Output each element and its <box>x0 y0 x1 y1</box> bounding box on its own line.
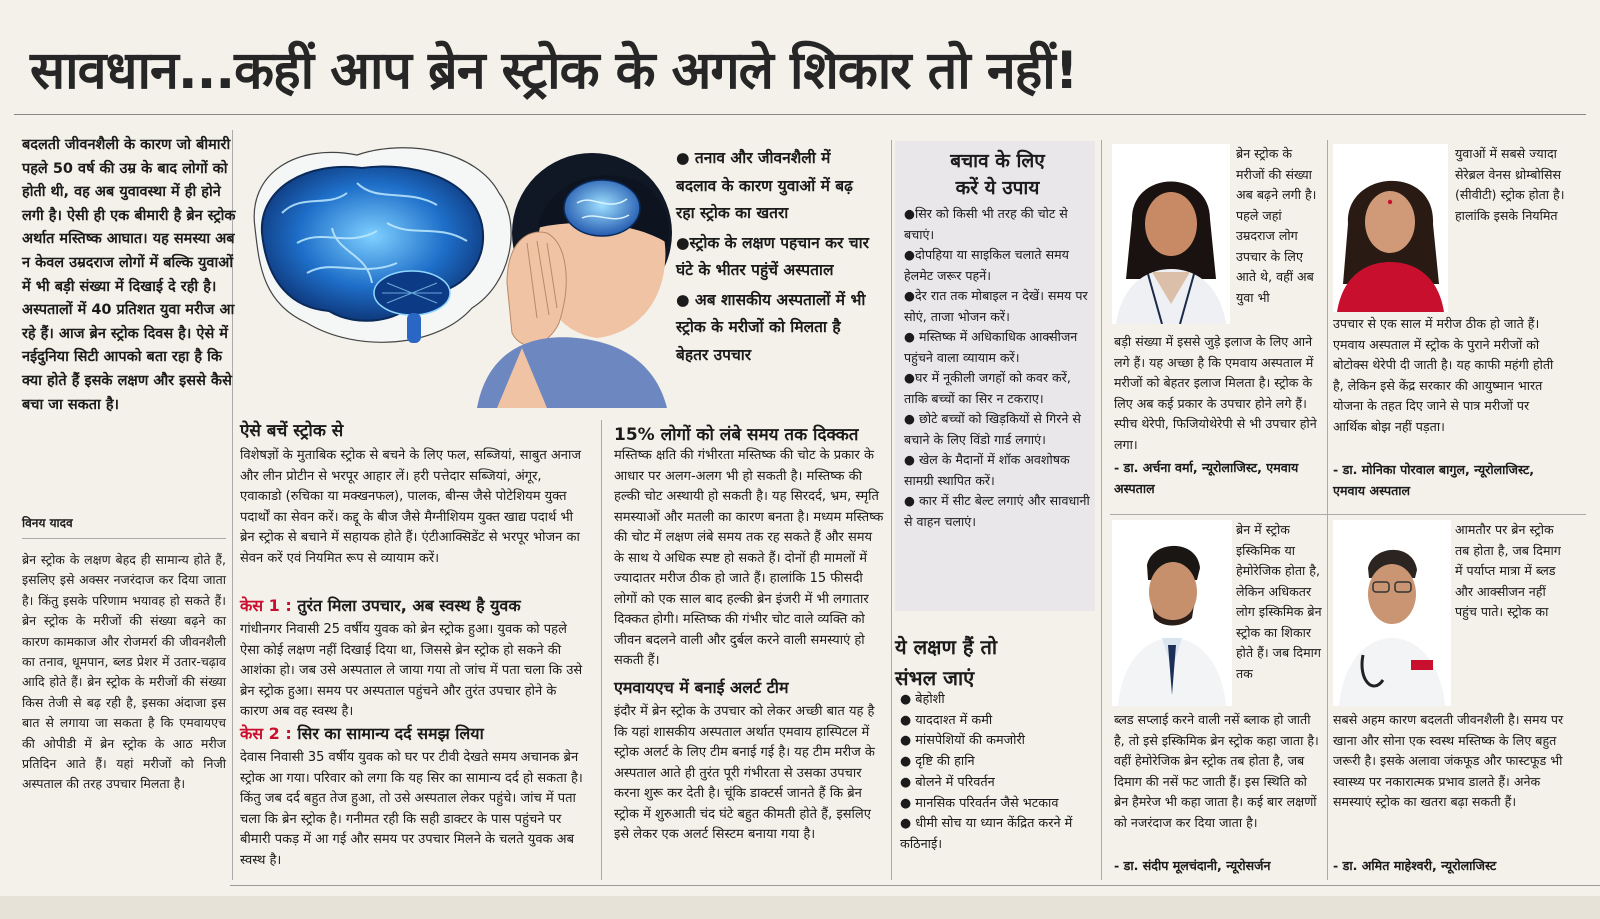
column-divider <box>891 140 892 880</box>
prevention-item: ● कार में सीट बेल्ट लगाएं और सावधानी से वाहन चलाएं। <box>904 493 1090 529</box>
case-heading <box>240 722 484 744</box>
case-body: गांधीनगर निवासी 25 वर्षीय युवक को ब्रेन स्ट्रोक हुआ। युवक को पहले ऐसा कोई लक्षण नहीं दिखाई दिया था, जिससे ब्रेन स्ट्रोक हो सकने की आशंका हो। जब उसे अस्पताल ले जाया गया तो जांच में पता चला कि उसे ब्रेन स्ट्रोक हुआ। समय पर अस्पताल पहुंचने और तुरंत उपचार होने के कारण अब वह स्वस्थ है। <box>240 622 583 719</box>
section-heading: एमवायएच में बनाई अलर्ट टीम <box>614 678 789 697</box>
symptoms-title-line: ये लक्षण हैं तो <box>895 635 998 659</box>
prevention-item: ●घर में नूकीली जगहों को कवर करें, ताकि बच्चों का सिर न टकराए। <box>904 370 1071 406</box>
section-body: विशेषज्ञों के मुताबिक स्ट्रोक से बचने के लिए फल, सब्जियां, साबुत अनाज और लीन प्रोटीन से भरपूर आहार लें। हरी पत्तेदार सब्जियां, अंगूर, एवाकाडो (रुचिका या मक्खनफल), पालक, बीन्स जैसे पोटेशियम युक्त पदार्थों का सेवन करें। कद्दू के बीज जैसे मैग्नीशियम युक्त खाद्य पदार्थ भी ब्रेन स्ट्रोक से बचाने में सहायक होते हैं। एंटीआक्सिडेंट से भरपूर भोजन का सेवन करें एवं नियमित रूप से व्यायाम करें। <box>240 448 582 566</box>
prevention-item: ●देर रात तक मोबाइल न देखें। समय पर सोएं, ताजा भोजन करें। <box>904 288 1088 324</box>
section-heading: 15% लोगों को लंबे समय तक दिक्कत <box>614 425 859 445</box>
symptom-item: ● बोलने में परिवर्तन <box>900 774 995 790</box>
doctor-signature: - डा. संदीप मूलचंदानी, न्यूरोसर्जन <box>1114 858 1271 873</box>
doctor-signature: - डा. मोनिका पोरवाल बागुल, न्यूरोलाजिस्ट, एमवाय अस्पताल <box>1333 462 1535 498</box>
doctor-quote-side: युवाओं में सबसे ज्यादा सेरेब्रल वेनस थ्रोम्बोसिस (सीवीटी) स्ट्रोक होता है। हालांकि इसके नियमित <box>1455 146 1565 223</box>
symptom-item: ● दृष्टि की हानि <box>900 754 975 770</box>
symptoms-title-line: संभल जाएं <box>895 666 975 690</box>
highlight-bullet: ● तनाव और जीवनशैली में बदलाव के कारण युवाओं में बढ़ रहा स्ट्रोक का खतरा <box>676 149 853 222</box>
highlight-bullets <box>676 145 871 371</box>
doctor-quote-side: ब्रेन स्ट्रोक के मरीजों की संख्या अब बढ़ने लगी है। पहले जहां उम्रदराज लोग उपचार के लिए आते थे, वहीं अब युवा भी <box>1236 146 1317 305</box>
symptom-item: ● धीमी सोच या ध्यान केंद्रित करने में कठिनाई। <box>900 816 1073 852</box>
page-bottom-strip <box>0 896 1600 919</box>
section-heading: ऐसे बचें स्ट्रोक से <box>240 421 344 441</box>
doctor-photo <box>1112 144 1230 324</box>
man-figure <box>477 153 672 408</box>
prevention-title-line: बचाव के लिए <box>950 150 1045 172</box>
page-headline: सावधान...कहीं आप ब्रेन स्ट्रोक के अगले शिकार तो नहीं! <box>30 41 1078 101</box>
prevention-item: ● छोटे बच्चों को खिड़कियों से गिरने से बचाने के लिए विंडो गार्ड लगाएं। <box>904 411 1081 447</box>
column-divider <box>1327 140 1328 880</box>
column-divider <box>601 420 602 880</box>
section-body: मस्तिष्क क्षति की गंभीरता मस्तिष्क की चोट के प्रकार के आधार पर अलग-अलग भी हो सकती है। मस्तिष्क की हल्की चोट अस्थायी हो सकती है। यह सिरदर्द, भ्रम, स्मृति समस्याओं और मतली का कारण बनता है। मध्यम मस्तिष्क की चोट में लक्षण लंबे समय तक रह सकते हैं और समय के साथ ये अधिक स्पष्ट हो सकते हैं। दोनों ही मामलों में ज्यादातर मरीज ठीक हो जाते हैं। हालांकि 15 फीसदी लोगों को एक साल बाद हल्की ब्रेन इंजरी में भी लगातार दिक्कत होगी। मस्तिष्क की गंभीर चोट वाले व्यक्ति को जीवन बदलने वाली और दुर्बल करने वाली समस्याएं हो सकती हैं। <box>614 448 884 668</box>
doctor-quote-body: बड़ी संख्या में इससे जुड़े इलाज के लिए आने लगे हैं। यह अच्छा है कि एमवाय अस्पताल में मरीजों को बेहतर इलाज मिलता है। स्ट्रोक के लिए अब कई प्रकार के उपचार होने लगे हैं। स्पीच थेरेपी, फिजियोथेरेपी से भी उपचार होने लगा। <box>1114 334 1317 452</box>
intro-paragraph: बदलती जीवनशैली के कारण जो बीमारी पहले 50 वर्ष की उम्र के बाद लोगों को होती थी, वह अब युवावस्था में ही होने लगी है। ऐसी ही एक बीमारी है ब्रेन स्ट्रोक अर्थात मस्तिष्क आघात। यह समस्या अब न केवल उम्रदराज लोगों में बल्कि युवाओं में भी बड़ी संख्या में दिखाई दे रही है। अस्पतालों में 40 प्रतिशत युवा मरीज आ रहे हैं। आज ब्रेन स्ट्रोक दिवस है। ऐसे में नईदुनिया सिटी आपको बता रहा है कि क्या होते हैं इसके लक्षण और इससे कैसे बचा जा सकता है। <box>22 137 236 413</box>
prevention-title <box>900 148 1095 202</box>
doctor-quote-body: ब्लड सप्लाई करने वाली नसें ब्लाक हो जाती है, तो इसे इस्किमिक ब्रेन स्ट्रोक कहा जाता है। वहीं हेमोरेजिक ब्रेन स्ट्रोक तब होता है, जब दिमाग की नसें फट जाती हैं। इस स्थिति को ब्रेन हैमरेज भी कहा जाता है। कई बार लक्षणों को नजरंदाज कर दिया जाता है। <box>1114 712 1319 830</box>
stroke-illustration <box>237 133 672 408</box>
article-body-column: ब्रेन स्ट्रोक के लक्षण बेहद ही सामान्य होते हैं, इसलिए इसे अक्सर नजरंदाज कर दिया जाता है। किंतु इसके परिणाम भयावह हो सकते हैं। ब्रेन स्ट्रोक के मरीजों की संख्या बढ़ने का कारण कामकाज और रोजमर्रा की जीवनशैली का तनाव, धूमपान, ब्लड प्रेशर में उतार-चढ़ाव आदि होते हैं। ब्रेन स्ट्रोक के मरीजों की संख्या किस तेजी से बढ़ रही है, इसका अंदाजा इस बात से लगाया जा सकता है कि एमवायएच की ओपीडी में ब्रेन स्ट्रोक के आठ मरीज प्रतिदिन आते हैं। यहां मरीजों को निजी अस्पताल की तरह उपचार मिलता है। <box>22 552 226 792</box>
doctor-photo <box>1333 144 1448 312</box>
doctor-photo <box>1112 520 1232 706</box>
author-byline: विनय यादव <box>22 516 73 530</box>
doctor-signature: - डा. अमित माहेश्वरी, न्यूरोलाजिस्ट <box>1333 858 1497 873</box>
doctor-signature: - डा. अर्चना वर्मा, न्यूरोलाजिस्ट, एमवाय अस्पताल <box>1114 460 1299 496</box>
column-divider <box>1101 140 1102 880</box>
symptom-item: ● मानसिक परिवर्तन जैसे भटकाव <box>900 795 1059 811</box>
symptom-item: ● याददाश्त में कमी <box>900 712 993 728</box>
symptom-item: ● मांसपेशियों की कमजोरी <box>900 733 1025 749</box>
prevention-item: ● खेल के मैदानों में शॉक अवशोषक सामग्री स्थापित करें। <box>904 452 1070 488</box>
doctor-photo <box>1333 520 1451 706</box>
highlight-bullet: ● अब शासकीय अस्पतालों में भी स्ट्रोक के मरीजों को मिलता है बेहतर उपचार <box>676 290 866 364</box>
doctor-quote-body: सबसे अहम कारण बदलती जीवनशैली है। समय पर खाना और सोना एक स्वस्थ मस्तिष्क के लिए बहुत जरूरी है। इसके अलावा जंकफूड और फास्टफूड भी स्वास्थ्य पर नकारात्मक प्रभाव डालते हैं। अनेक समस्याएं स्ट्रोक का खतरा बढ़ा सकती हैं। <box>1333 712 1564 809</box>
case-heading <box>240 594 521 616</box>
prevention-list <box>904 204 1094 532</box>
prevention-title-line: करें ये उपाय <box>955 177 1040 199</box>
doctor-divider <box>1110 514 1586 515</box>
doctor-quote-side: ब्रेन में स्ट्रोक इस्किमिक या हेमोरेजिक होता है, लेकिन अधिकतर लोग इस्किमिक ब्रेन स्ट्रोक का शिकार होते हैं। जब दिमाग तक <box>1236 522 1322 681</box>
doctor-quote-body: उपचार से एक साल में मरीज ठीक हो जाते हैं। एमवाय अस्पताल में स्ट्रोक के पुराने मरीजों को बोटोक्स थेरेपी दी जाती है। यह काफी महंगी होती है, लेकिन इसे केंद्र सरकार की आयुष्मान भारत योजना के तहत दिए जाने से पात्र मरीजों पर आर्थिक बोझ नहीं पड़ता। <box>1333 316 1554 434</box>
prevention-item: ●सिर को किसी भी तरह की चोट से बचाएं। <box>904 206 1068 242</box>
case-title: तुरंत मिला उपचार, अब स्वस्थ है युवक <box>297 596 521 615</box>
headline-divider <box>14 114 1586 115</box>
symptom-item: ● बेहोशी <box>900 692 945 707</box>
footer-divider <box>230 885 1600 886</box>
section-body: इंदौर में ब्रेन स्ट्रोक के उपचार को लेकर अच्छी बात यह है कि यहां शासकीय अस्पताल अर्थात एमवाय हास्पिटल में स्ट्रोक अलर्ट के लिए टीम बनाई गई है। यह टीम मरीज के अस्पताल आते ही तुरंत पूरी गंभीरता से उसका उपचार करना शुरू कर देती है। चूंकि डाक्टर्स जानते हैं कि ब्रेन स्ट्रोक में शुरुआती चंद घंटे बहुत कीमती होते हैं, इसलिए इसे लेकर एक अलर्ट सिस्टम बनाया गया है। <box>614 704 875 842</box>
case-label: केस 1 : <box>240 596 292 615</box>
case-body: देवास निवासी 35 वर्षीय युवक को घर पर टीवी देखते समय अचानक ब्रेन स्ट्रोक आ गया। परिवार को लगा कि यह सिर का सामान्य दर्द हो सकता है। किंतु जब दर्द बहुत तेज हुआ, तो उसे अस्पताल लेकर पहुंचे। जांच में पता चला कि ब्रेन स्ट्रोक है। गनीमत रही कि सही डाक्टर के पास पहुंचने पर बीमारी पकड़ में आ गई और समय पर उपचार मिलने के चलते युवक अब स्वस्थ है। <box>240 750 583 868</box>
case-label: केस 2 : <box>240 724 292 743</box>
symptoms-title <box>895 632 997 694</box>
highlight-bullet: ●स्ट्रोक के लक्षण पहचान कर चार घंटे के भीतर पहुंचें अस्पताल <box>676 233 869 279</box>
prevention-item: ●दोपहिया या साइकिल चलाते समय हेलमेट जरूर पहनें। <box>904 247 1069 283</box>
symptoms-list <box>900 690 1095 856</box>
byline-divider <box>22 538 226 539</box>
doctor-quote-side: आमतौर पर ब्रेन स्ट्रोक तब होता है, जब दिमाग में पर्याप्त मात्रा में ब्लड और आक्सीजन नहीं पहुंच पाते। स्ट्रोक का <box>1455 522 1561 619</box>
case-title: सिर का सामान्य दर्द समझ लिया <box>297 724 484 743</box>
prevention-item: ● मस्तिष्क में अधिकाधिक आक्सीजन पहुंचने वाला व्यायाम करें। <box>904 329 1078 365</box>
